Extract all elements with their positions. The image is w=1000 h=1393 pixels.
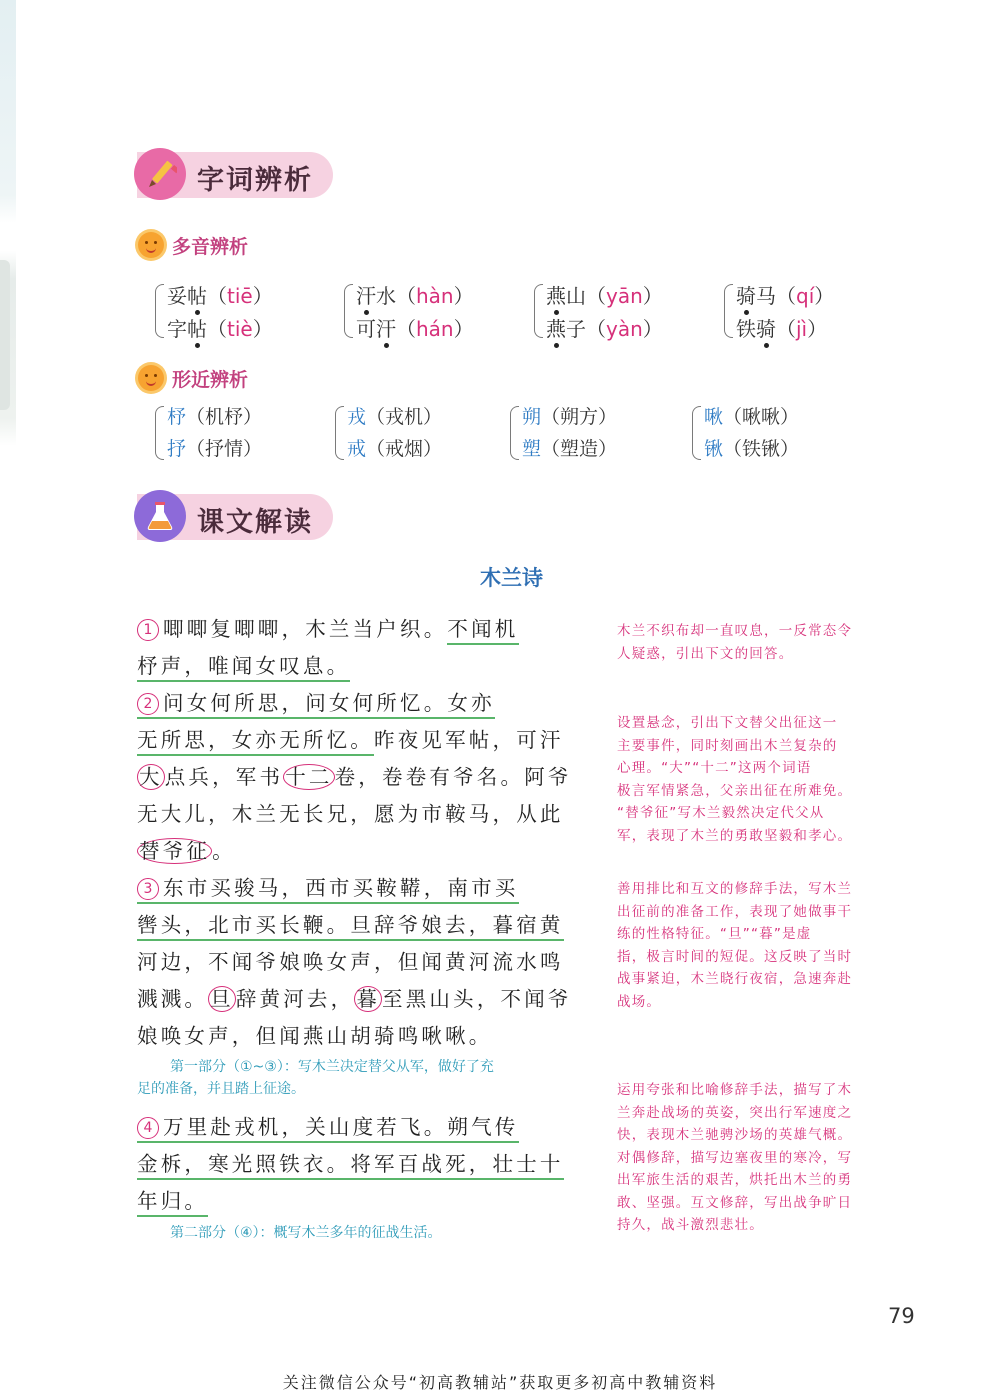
section-title-kewen: 课文解读 bbox=[197, 507, 313, 538]
poem-line: 金柝，寒光照铁衣。将军百战死，壮士十 bbox=[137, 1147, 564, 1177]
circled-word: 旦 bbox=[210, 987, 234, 1011]
footer-text: 关注微信公众号“初高教辅站”获取更多初高中教辅资料 bbox=[282, 1373, 718, 1392]
brace bbox=[724, 284, 733, 338]
brace bbox=[534, 284, 543, 338]
sun-icon bbox=[138, 232, 164, 258]
paragraph-number: 4 bbox=[137, 1117, 159, 1139]
paragraph-number: 3 bbox=[137, 878, 159, 900]
annotation-note-3: 善用排比和互文的修辞手法，写木兰 出征前的准备工作，表现了她做事干 练的性格特征。“旦”“暮”是虚 指，极言时间的短促。这反映了当时 战事紧迫，木兰晓行夜宿，急速奔赴 战场。 bbox=[617, 881, 853, 1010]
flask-icon bbox=[134, 490, 186, 542]
xingjin-line: 戎（戎机） bbox=[347, 406, 443, 428]
section-header-kewen bbox=[137, 494, 333, 540]
page-edge-decoration bbox=[0, 0, 16, 1393]
page-edge-decoration-2 bbox=[0, 260, 10, 410]
page-number: 79 bbox=[888, 1304, 915, 1328]
sub-title-duoyin: 多音辨析 bbox=[172, 235, 249, 258]
xingjin-line: 抒（抒情） bbox=[167, 438, 263, 460]
part-note-1: 第一部分（①~③）：写木兰决定替父从军，做好了充 bbox=[170, 1059, 494, 1075]
duoyin-line: 可汗（hán） bbox=[356, 317, 474, 341]
circled-word: 替爷征 bbox=[139, 839, 211, 863]
poem-line: 辔头，北市买长鞭。旦辞爷娘去，暮宿黄 bbox=[137, 908, 564, 938]
poem-line: 年归。 bbox=[137, 1184, 208, 1214]
brace bbox=[344, 284, 353, 338]
poem-line: 替爷征。 bbox=[139, 839, 236, 863]
xingjin-line: 戒（戒烟） bbox=[347, 438, 443, 460]
xingjin-line: 塑（塑造） bbox=[522, 438, 618, 460]
section-header-ciyu bbox=[137, 152, 333, 198]
poem-line: 无所思，女亦无所忆。昨夜见军帖，可汗 bbox=[137, 723, 564, 753]
sun-icon bbox=[138, 365, 164, 391]
poem-line: 无大儿，木兰无长兄，愿为市鞍马，从此 bbox=[137, 802, 564, 826]
xingjin-line: 朔（朔方） bbox=[522, 406, 618, 428]
poem-line: 大点兵，军书十二卷，卷卷有爷名。阿爷 bbox=[139, 765, 572, 789]
brace bbox=[692, 406, 701, 460]
circled-word: 十二 bbox=[285, 765, 333, 789]
xingjin-line: 杼（机杼） bbox=[167, 406, 263, 428]
section-title-ciyu: 字词辨析 bbox=[197, 165, 313, 196]
poem-line: 娘唤女声，但闻燕山胡骑鸣啾啾。 bbox=[137, 1024, 493, 1048]
pencil-icon bbox=[134, 148, 186, 200]
brace bbox=[335, 406, 344, 460]
duoyin-line: 字帖（tiè） bbox=[167, 317, 273, 341]
part-note-2: 第二部分（④）：概写木兰多年的征战生活。 bbox=[170, 1225, 442, 1241]
annotation-note-1: 木兰不织布却一直叹息，一反常态令 人疑惑，引出下文的回答。 bbox=[617, 623, 853, 662]
brace bbox=[510, 406, 519, 460]
brace bbox=[155, 406, 164, 460]
sub-header-duoyin bbox=[138, 230, 248, 260]
circled-word: 大 bbox=[139, 765, 163, 789]
poem-line: 4 万里赴戎机，关山度若飞。朔气传 bbox=[137, 1110, 519, 1140]
duoyin-line: 铁骑（jì） bbox=[736, 317, 828, 341]
xingjin-line: 啾（啾啾） bbox=[704, 406, 800, 428]
poem-line: 杼声，唯闻女叹息。 bbox=[137, 649, 350, 679]
duoyin-line: 燕山（yān） bbox=[546, 284, 663, 308]
sub-header-xingjin bbox=[138, 363, 248, 393]
poem-line: 2 问女何所思，问女何所忆。女亦 bbox=[137, 686, 495, 716]
poem-line: 河边，不闻爷娘唤女声，但闻黄河流水鸣 bbox=[137, 950, 564, 974]
annotation-note-4: 运用夸张和比喻修辞手法，描写了木 兰奔赴战场的英姿，突出行军速度之 快，表现木兰驰骋沙场的英雄气概。 对偶修辞，描写边塞夜里的寒冷，写 出军旅生活的艰苦，烘托出木兰的勇 敢、坚强。互文修辞，写出战争旷日 持久，战斗激烈悲壮。 bbox=[617, 1082, 853, 1233]
sub-title-xingjin: 形近辨析 bbox=[172, 368, 249, 391]
duoyin-line: 燕子（yàn） bbox=[546, 317, 663, 341]
part-note-1b: 足的准备，并且踏上征途。 bbox=[137, 1081, 305, 1097]
poem-line: 1 唧唧复唧唧，木兰当户织。不闻机 bbox=[137, 612, 519, 642]
poem-title: 木兰诗 bbox=[480, 566, 543, 590]
duoyin-line: 妥帖（tiē） bbox=[167, 284, 273, 308]
annotation-note-2: 设置悬念，引出下文替父出征这一 主要事件，同时刻画出木兰复杂的 心理。“大”“十二”这两个词语 极言军情紧急，父亲出征在所难免。 “替爷征”写木兰毅然决定代父从 军，表现了木兰的勇敢坚毅和孝心。 bbox=[617, 715, 853, 844]
paragraph-number: 2 bbox=[137, 693, 159, 715]
duoyin-line: 汗水（hàn） bbox=[356, 284, 474, 308]
xingjin-line: 锹（铁锹） bbox=[704, 438, 800, 460]
circled-word: 暮 bbox=[356, 987, 381, 1011]
duoyin-line: 骑马（qí） bbox=[736, 284, 835, 308]
brace bbox=[155, 284, 164, 338]
paragraph-number: 1 bbox=[137, 619, 159, 641]
poem-line: 3 东市买骏马，西市买鞍鞯，南市买 bbox=[137, 871, 519, 901]
poem-line: 溅溅。旦辞黄河去，暮至黑山头，不闻爷 bbox=[137, 987, 572, 1011]
